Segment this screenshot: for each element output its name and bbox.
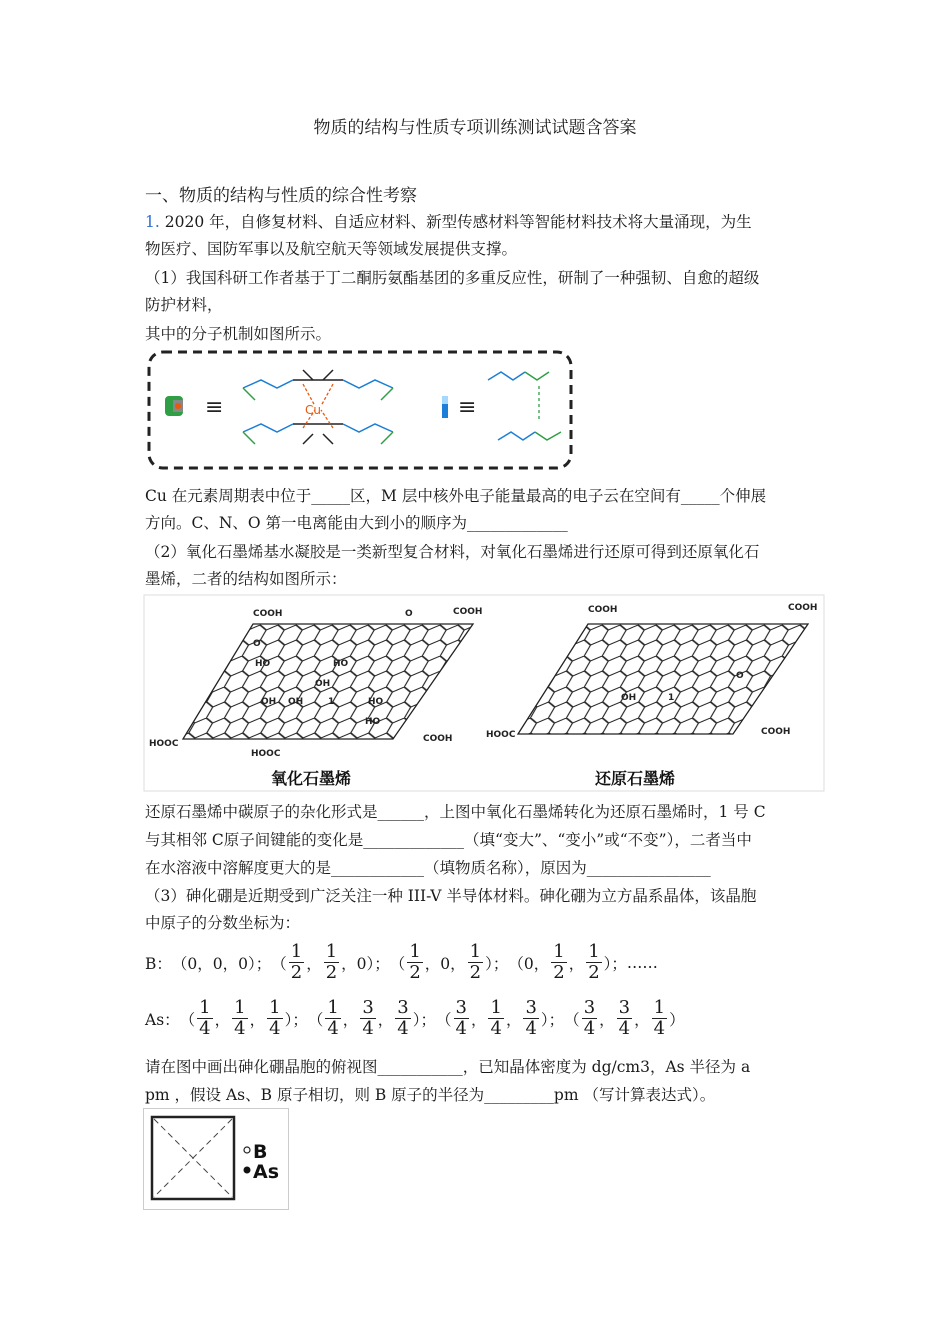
label-oh-2: OH [261, 697, 277, 707]
label-oh-3: OH [288, 697, 304, 707]
boron-legend-label: B [253, 1141, 268, 1163]
label-ho-1: HO [255, 659, 271, 669]
boron-coordinates: B： （0，0，0）； （ $\frac{1}{2}$ ， $\frac{1}{2}$ ，0）； （ $\frac{1}{2}$ ，0， $\frac{1}{2}$ ）； （0， $\frac{1}{2}$ ， $\frac{1}{2}$ ）； …… [145, 941, 658, 983]
part-3-question-line-2: pm ，假设 As、B 原子相切，则 B 原子的半径为_________pm （写计算表达式）。 [145, 1086, 716, 1104]
label-one-left: 1 [328, 697, 335, 707]
equivalence-sign-left: ≡ [205, 395, 224, 420]
label-cooh-6: COOH [761, 727, 791, 737]
label-cooh-2: COOH [453, 607, 483, 617]
part-2-line-2: 墨烯，二者的结构如图所示： [145, 570, 347, 588]
label-cooh-1: COOH [253, 609, 283, 619]
section-heading: 一、物质的结构与性质的综合性考察 [145, 186, 417, 206]
part-2-question-line-1: 还原石墨烯中碳原子的杂化形式是______，上图中氧化石墨烯转化为还原石墨烯时，1 号 C [145, 803, 766, 821]
cu-label: Cu [305, 403, 321, 417]
label-o-1: O [405, 609, 413, 619]
label-o-right: O [736, 671, 744, 681]
label-hooc-1: HOOC [149, 739, 179, 749]
label-hooc-2: HOOC [251, 749, 281, 759]
arsenic-coordinates: As： （ $\frac{1}{4}$ ， $\frac{1}{4}$ ， $\frac{1}{4}$ ）； （ $\frac{1}{4}$ ， $\frac{3}{4}$ ， $\frac{3}{4}$ ）； （ $\frac{3}{4}$ ， $\frac{1}{4}$ ， $\frac{3}{4}$ ）； （ $\frac{3}{4}$ ， $\frac{3}{4}$ ， $\frac{1}{4}$ ） [145, 997, 685, 1039]
label-oh-1: OH [315, 679, 331, 689]
part-1-question-line-1: Cu 在元素周期表中位于_____区，M 层中核外电子能量最高的电子云在空间有_____个伸展 [145, 487, 767, 505]
molecular-mechanism-figure [143, 348, 577, 474]
part-1-line-1: （1）我国科研工作者基于丁二酮肟氨酯基团的多重反应性，研制了一种强韧、自愈的超级 [145, 269, 760, 287]
reduced-graphene-sheet [518, 624, 808, 734]
label-oh-right: OH [621, 693, 637, 703]
part-2-question-line-3: 在水溶液中溶解度更大的是____________（填物质名称），原因为________________ [145, 859, 711, 877]
label-o-2: O [253, 639, 261, 649]
part-1-line-3: 其中的分子机制如图所示。 [145, 325, 332, 343]
question-number: 1. [145, 213, 160, 231]
label-ho-3: HO [368, 697, 384, 707]
label-cooh-4: COOH [588, 605, 618, 615]
label-cooh-3: COOH [423, 734, 453, 744]
graphene-oxide-label: 氧化石墨烯 [271, 769, 352, 788]
part-3-question-line-1: 请在图中画出砷化硼晶胞的俯视图___________，已知晶体密度为 dg/cm3，As 半径为 a [145, 1058, 751, 1076]
page-title: 物质的结构与性质专项训练测试试题含答案 [313, 118, 637, 138]
arsenic-legend-label: As [253, 1161, 280, 1183]
cu-complex-icon [165, 396, 183, 416]
unit-cell-top-view-figure [143, 1108, 289, 1210]
arsenic-legend-marker [244, 1167, 251, 1174]
reduced-graphene-label: 还原石墨烯 [595, 769, 676, 788]
question-1-intro-line-1: 1. 2020 年，自修复材料、自适应材料、新型传感材料等智能材料技术将大量涌现，为生 [145, 213, 752, 231]
hydrogen-bond-icon [442, 396, 448, 418]
label-ho-4: HO [365, 717, 381, 727]
label-ho-2: HO [333, 659, 349, 669]
label-cooh-5: COOH [788, 603, 818, 613]
question-1-intro-line-2: 物医疗、国防军事以及航空航天等领域发展提供支撑。 [145, 240, 518, 258]
part-3-line-2: 中原子的分数坐标为： [145, 914, 301, 932]
part-3-line-1: （3）砷化硼是近期受到广泛关注一种 III-V 半导体材料。砷化硼为立方晶系晶体，该晶胞 [145, 887, 757, 905]
graphene-structures-figure [143, 594, 825, 792]
boron-legend-marker [244, 1147, 250, 1153]
equivalence-sign-right: ≡ [458, 395, 477, 420]
part-1-question-line-2: 方向。C、N、O 第一电离能由大到小的顺序为_____________ [145, 514, 568, 532]
label-hooc-3: HOOC [486, 730, 516, 740]
label-one-right: 1 [668, 693, 675, 703]
part-2-line-1: （2）氧化石墨烯基水凝胶是一类新型复合材料，对氧化石墨烯进行还原可得到还原氧化石 [145, 543, 760, 561]
part-1-line-2: 防护材料， [145, 296, 223, 314]
part-2-question-line-2: 与其相邻 C原子间键能的变化是_____________（填“变大”、“变小”或“不变”），二者当中 [145, 831, 752, 849]
